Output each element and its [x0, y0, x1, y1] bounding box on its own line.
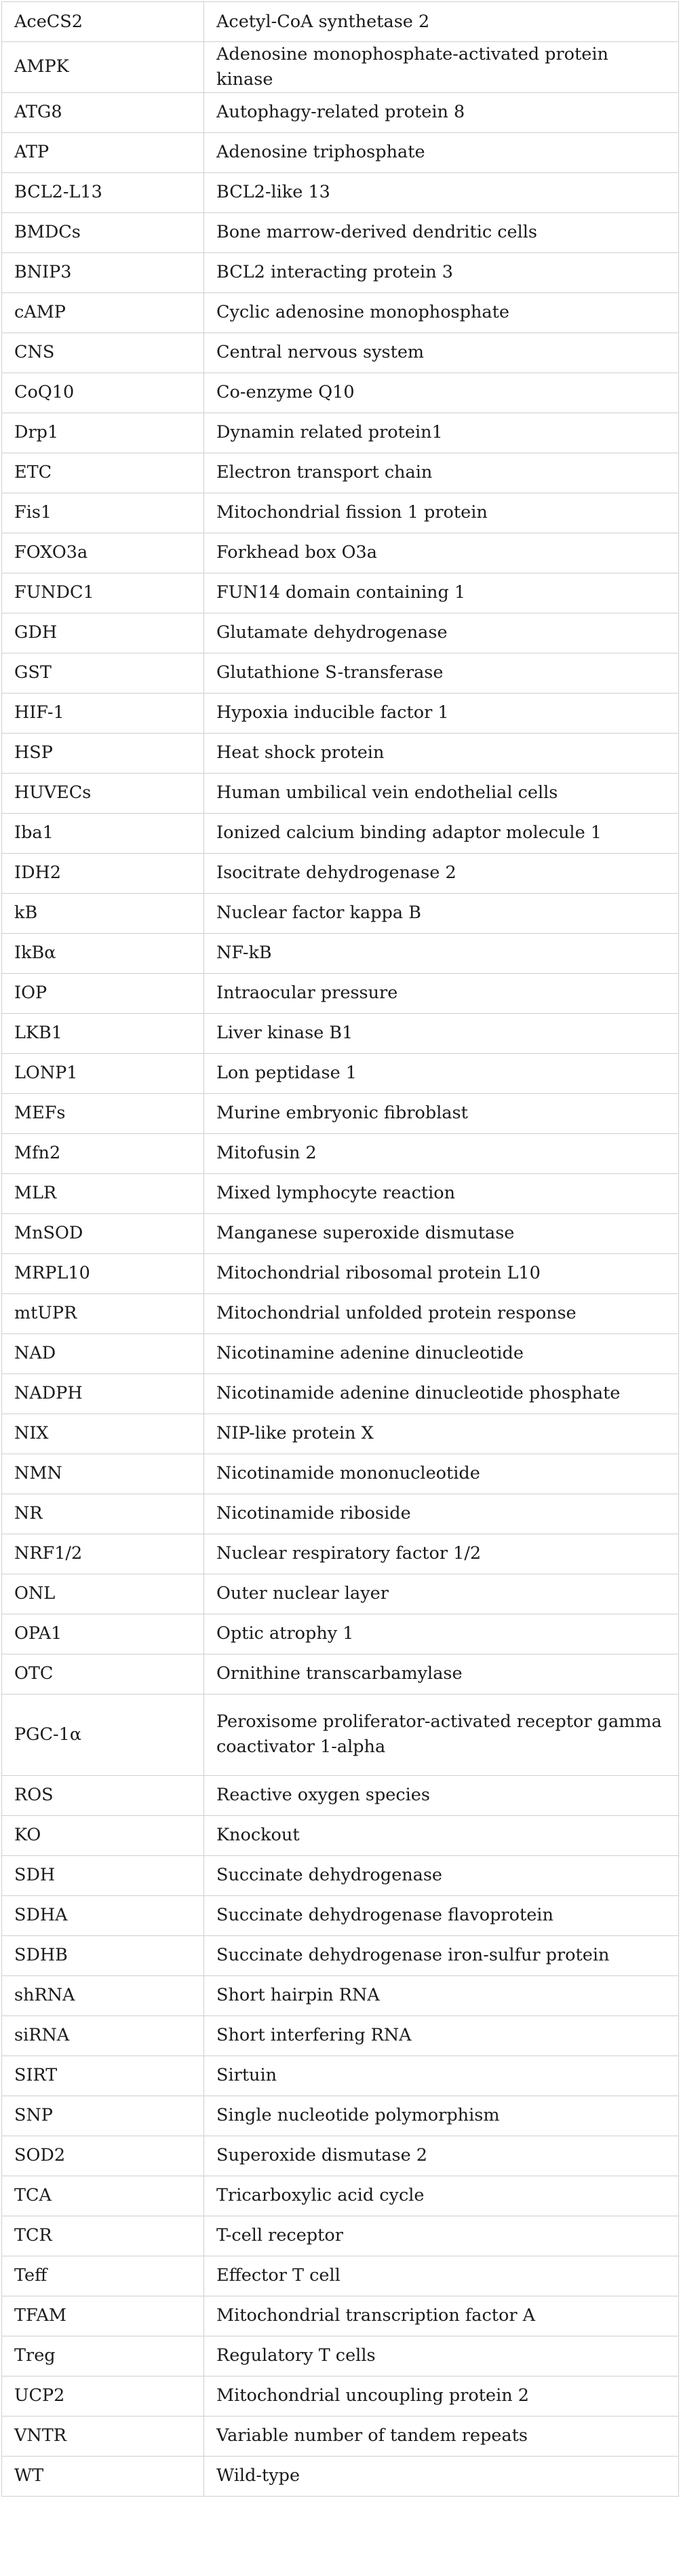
definition-cell: BCL2 interacting protein 3 [204, 252, 679, 292]
abbreviation-cell: ATP [2, 132, 204, 172]
table-row [2, 2015, 679, 2056]
table-row [2, 92, 679, 132]
abbreviation-cell: CNS [2, 333, 204, 373]
definition-cell: Wild-type [204, 2456, 679, 2496]
definition-cell: Bone marrow-derived dendritic cells [204, 212, 679, 252]
abbreviation-cell: siRNA [2, 2015, 204, 2056]
table-row [2, 2176, 679, 2216]
definition-cell: Mitochondrial unfolded protein response [204, 1293, 679, 1333]
definition-cell: NF-kB [204, 933, 679, 973]
abbreviation-cell: mtUPR [2, 1293, 204, 1333]
abbreviation-cell: ETC [2, 453, 204, 493]
table-row [2, 733, 679, 773]
table-row [2, 2216, 679, 2256]
abbreviation-cell: Treg [2, 2336, 204, 2376]
table-row [2, 2416, 679, 2456]
definition-cell: Mitochondrial fission 1 protein [204, 493, 679, 533]
definition-cell: Human umbilical vein endothelial cells [204, 773, 679, 813]
abbreviation-cell: ROS [2, 1775, 204, 1815]
definition-cell: NIP-like protein X [204, 1414, 679, 1454]
table-row [2, 1895, 679, 1935]
abbreviation-cell: UCP2 [2, 2376, 204, 2416]
definition-cell: Single nucleotide polymorphism [204, 2096, 679, 2136]
abbreviation-cell: ATG8 [2, 92, 204, 132]
definition-cell: Succinate dehydrogenase flavoprotein [204, 1895, 679, 1935]
definition-cell: Acetyl-CoA synthetase 2 [204, 2, 679, 42]
abbreviation-cell: LKB1 [2, 1013, 204, 1053]
definition-cell: Effector T cell [204, 2256, 679, 2296]
table-row [2, 1213, 679, 1253]
abbreviation-cell: Drp1 [2, 413, 204, 453]
abbreviation-cell: Fis1 [2, 493, 204, 533]
table-row [2, 1053, 679, 1093]
table-row [2, 493, 679, 533]
table-row [2, 212, 679, 252]
definition-cell: Ionized calcium binding adaptor molecule 1 [204, 813, 679, 853]
table-row [2, 1293, 679, 1333]
definition-cell: Nicotinamide mononucleotide [204, 1454, 679, 1494]
abbreviation-cell: SDHB [2, 1935, 204, 1975]
table-row [2, 2296, 679, 2336]
abbreviation-cell: Mfn2 [2, 1133, 204, 1173]
definition-cell: Sirtuin [204, 2056, 679, 2096]
abbreviation-cell: SIRT [2, 2056, 204, 2096]
definition-cell: Adenosine triphosphate [204, 132, 679, 172]
definition-cell: Superoxide dismutase 2 [204, 2136, 679, 2176]
table-row [2, 1975, 679, 2015]
definition-cell: Heat shock protein [204, 733, 679, 773]
abbreviation-cell: AMPK [2, 42, 204, 93]
table-row [2, 573, 679, 613]
definition-cell: T-cell receptor [204, 2216, 679, 2256]
definition-cell: FUN14 domain containing 1 [204, 573, 679, 613]
table-row [2, 1013, 679, 1053]
table-row [2, 1574, 679, 1614]
abbreviation-cell: NRF1/2 [2, 1534, 204, 1574]
definition-cell: BCL2-like 13 [204, 172, 679, 212]
definition-cell: Nicotinamide riboside [204, 1494, 679, 1534]
table-row [2, 653, 679, 693]
table-row [2, 1093, 679, 1133]
definition-cell: Nuclear respiratory factor 1/2 [204, 1534, 679, 1574]
definition-cell: Knockout [204, 1815, 679, 1855]
definition-cell: Variable number of tandem repeats [204, 2416, 679, 2456]
abbreviation-cell: cAMP [2, 292, 204, 333]
abbreviation-cell: shRNA [2, 1975, 204, 2015]
table-row [2, 333, 679, 373]
definition-cell: Manganese superoxide dismutase [204, 1213, 679, 1253]
table-row [2, 1654, 679, 1694]
abbreviation-cell: HIF-1 [2, 693, 204, 733]
table-row [2, 1815, 679, 1855]
table-row [2, 1534, 679, 1574]
definition-cell: Ornithine transcarbamylase [204, 1654, 679, 1694]
definition-cell: Mitochondrial ribosomal protein L10 [204, 1253, 679, 1293]
definition-cell: Dynamin related protein1 [204, 413, 679, 453]
definition-cell: Mixed lymphocyte reaction [204, 1173, 679, 1213]
abbreviation-cell: BMDCs [2, 212, 204, 252]
abbreviation-cell: IDH2 [2, 853, 204, 893]
abbreviation-cell: SOD2 [2, 2136, 204, 2176]
table-row [2, 933, 679, 973]
definition-cell: Glutathione S-transferase [204, 653, 679, 693]
definition-cell: Isocitrate dehydrogenase 2 [204, 853, 679, 893]
abbreviation-cell: IOP [2, 973, 204, 1013]
table-row [2, 172, 679, 212]
abbreviations-table [1, 1, 679, 2497]
definition-cell: Intraocular pressure [204, 973, 679, 1013]
definition-cell: Murine embryonic fibroblast [204, 1093, 679, 1133]
table-row [2, 2336, 679, 2376]
definition-cell: Liver kinase B1 [204, 1013, 679, 1053]
abbreviation-cell: HSP [2, 733, 204, 773]
table-row [2, 973, 679, 1013]
table-row [2, 1775, 679, 1815]
table-row [2, 453, 679, 493]
table-row [2, 1454, 679, 1494]
abbreviation-cell: TCR [2, 2216, 204, 2256]
abbreviation-cell: VNTR [2, 2416, 204, 2456]
table-row [2, 1253, 679, 1293]
abbreviation-cell: KO [2, 1815, 204, 1855]
table-row [2, 1694, 679, 1775]
definition-cell: Nicotinamine adenine dinucleotide [204, 1333, 679, 1374]
table-row [2, 893, 679, 933]
abbreviation-cell: MRPL10 [2, 1253, 204, 1293]
abbreviation-cell: PGC-1α [2, 1694, 204, 1775]
abbreviation-cell: WT [2, 2456, 204, 2496]
table-row [2, 2096, 679, 2136]
table-row [2, 773, 679, 813]
abbreviation-cell: MnSOD [2, 1213, 204, 1253]
definition-cell: Lon peptidase 1 [204, 1053, 679, 1093]
abbreviation-cell: AceCS2 [2, 2, 204, 42]
abbreviation-cell: TFAM [2, 2296, 204, 2336]
table-row [2, 853, 679, 893]
table-row [2, 2376, 679, 2416]
definition-cell: Mitochondrial uncoupling protein 2 [204, 2376, 679, 2416]
definition-cell: Mitochondrial transcription factor A [204, 2296, 679, 2336]
table-row [2, 613, 679, 653]
abbreviation-cell: GDH [2, 613, 204, 653]
definition-cell: Short interfering RNA [204, 2015, 679, 2056]
table-row [2, 2456, 679, 2496]
abbreviation-cell: kB [2, 893, 204, 933]
table-row [2, 2, 679, 42]
table-row [2, 413, 679, 453]
definition-cell: Succinate dehydrogenase [204, 1855, 679, 1895]
table-row [2, 1494, 679, 1534]
definition-cell: Outer nuclear layer [204, 1574, 679, 1614]
table-row [2, 292, 679, 333]
abbreviation-cell: Iba1 [2, 813, 204, 853]
abbreviation-cell: Teff [2, 2256, 204, 2296]
table-row [2, 373, 679, 413]
abbreviation-cell: LONP1 [2, 1053, 204, 1093]
abbreviation-cell: TCA [2, 2176, 204, 2216]
definition-cell: Mitofusin 2 [204, 1133, 679, 1173]
definition-cell: Peroxisome proliferator-activated receptor gamma coactivator 1-alpha [204, 1694, 679, 1775]
definition-cell: Optic atrophy 1 [204, 1614, 679, 1654]
abbreviation-cell: OTC [2, 1654, 204, 1694]
table-row [2, 813, 679, 853]
abbreviation-cell: MEFs [2, 1093, 204, 1133]
definition-cell: Succinate dehydrogenase iron-sulfur protein [204, 1935, 679, 1975]
table-row [2, 533, 679, 573]
definition-cell: Reactive oxygen species [204, 1775, 679, 1815]
definition-cell: Glutamate dehydrogenase [204, 613, 679, 653]
definition-cell: Hypoxia inducible factor 1 [204, 693, 679, 733]
definition-cell: Short hairpin RNA [204, 1975, 679, 2015]
definition-cell: Regulatory T cells [204, 2336, 679, 2376]
definition-cell: Autophagy-related protein 8 [204, 92, 679, 132]
abbreviation-cell: FUNDC1 [2, 573, 204, 613]
abbreviation-cell: OPA1 [2, 1614, 204, 1654]
definition-cell: Electron transport chain [204, 453, 679, 493]
table-row [2, 42, 679, 93]
table-row [2, 1935, 679, 1975]
table-row [2, 2256, 679, 2296]
definition-cell: Co-enzyme Q10 [204, 373, 679, 413]
definition-cell: Adenosine monophosphate-activated protein kinase [204, 42, 679, 93]
table-row [2, 132, 679, 172]
abbreviation-cell: ONL [2, 1574, 204, 1614]
table-row [2, 2136, 679, 2176]
definition-cell: Forkhead box O3a [204, 533, 679, 573]
abbreviation-cell: SDH [2, 1855, 204, 1895]
abbreviation-cell: GST [2, 653, 204, 693]
abbreviation-cell: SNP [2, 2096, 204, 2136]
table-row [2, 693, 679, 733]
table-row [2, 1133, 679, 1173]
table-row [2, 252, 679, 292]
abbreviation-cell: HUVECs [2, 773, 204, 813]
definition-cell: Tricarboxylic acid cycle [204, 2176, 679, 2216]
abbreviation-cell: BNIP3 [2, 252, 204, 292]
definition-cell: Central nervous system [204, 333, 679, 373]
definition-cell: Nicotinamide adenine dinucleotide phosphate [204, 1374, 679, 1414]
abbreviation-cell: FOXO3a [2, 533, 204, 573]
abbreviation-cell: CoQ10 [2, 373, 204, 413]
abbreviation-cell: NIX [2, 1414, 204, 1454]
abbreviation-cell: BCL2-L13 [2, 172, 204, 212]
abbreviation-cell: NR [2, 1494, 204, 1534]
abbreviation-cell: NAD [2, 1333, 204, 1374]
definition-cell: Cyclic adenosine monophosphate [204, 292, 679, 333]
table-row [2, 1614, 679, 1654]
table-row [2, 1374, 679, 1414]
abbreviation-cell: NADPH [2, 1374, 204, 1414]
definition-cell: Nuclear factor kappa B [204, 893, 679, 933]
table-row [2, 1414, 679, 1454]
abbreviation-cell: NMN [2, 1454, 204, 1494]
abbreviation-cell: MLR [2, 1173, 204, 1213]
abbreviation-cell: SDHA [2, 1895, 204, 1935]
table-row [2, 1333, 679, 1374]
table-row [2, 2056, 679, 2096]
table-row [2, 1855, 679, 1895]
table-row [2, 1173, 679, 1213]
abbreviation-cell: IkBα [2, 933, 204, 973]
abbreviations-table-body [2, 2, 679, 2497]
